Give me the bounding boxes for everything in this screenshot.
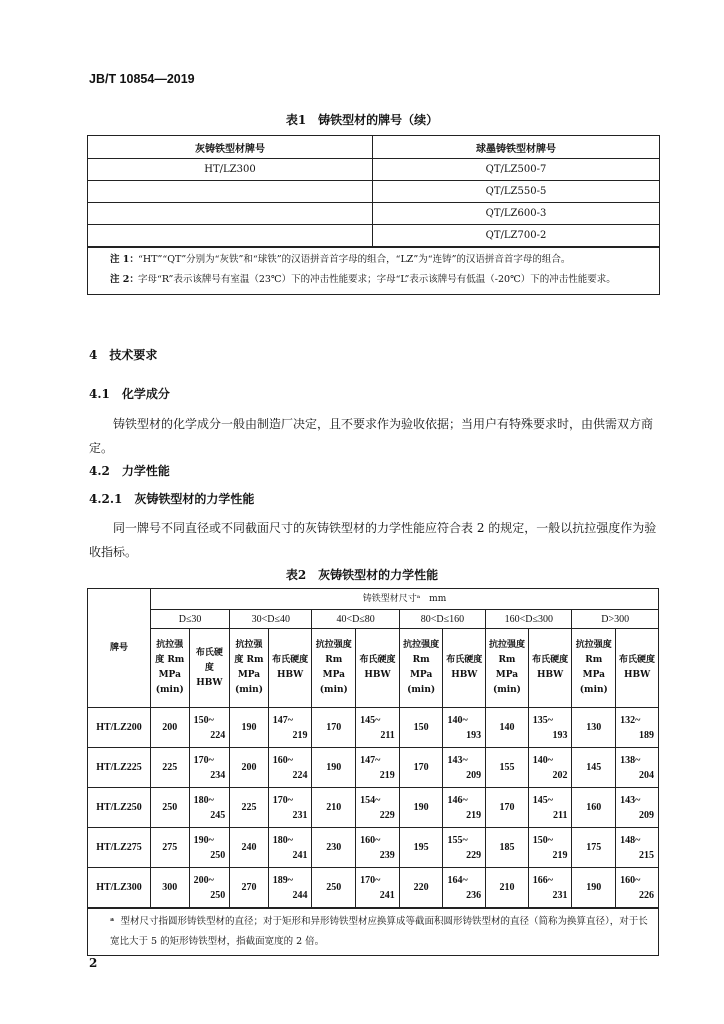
- hardness-min: 170~: [360, 874, 381, 886]
- section-4-2-1-heading: 4.2.1 灰铸铁型材的力学性能: [89, 492, 255, 506]
- hardness-min: 145~: [360, 714, 381, 726]
- hardness-max: 193: [552, 729, 568, 741]
- footnote-text: 型材尺寸指圆形铸铁型材的直径；对于矩形和异形铸铁型材应换算成等截面积圆形铸铁型材的直径（简称为换算直径），对于长宽比大于 5 的矩形铸铁型材，指截面宽度的 2 倍。: [110, 916, 648, 947]
- table1-cell: QT/LZ550-5: [373, 181, 660, 203]
- hardness-max: 226: [639, 889, 654, 901]
- hardness-cell: [616, 708, 659, 748]
- hardness-max: 229: [466, 849, 482, 861]
- table1-header-cell: 灰铸铁型材牌号: [88, 136, 373, 159]
- brinell-hardness-header: 布氏硬度 HBW: [443, 629, 486, 708]
- section-4-2-heading: 4.2 力学性能: [89, 464, 170, 478]
- hardness-cell: [189, 828, 230, 868]
- tensile-cell: 190: [312, 748, 356, 788]
- tensile-cell: 200: [150, 708, 189, 748]
- hardness-min: 160~: [620, 874, 641, 886]
- hardness-min: 143~: [620, 794, 641, 806]
- hardness-max: 231: [292, 809, 308, 821]
- hardness-min: 150~: [532, 834, 553, 846]
- table1-cell: QT/LZ500-7: [373, 159, 660, 181]
- section-4-1-heading: 4.1 化学成分: [89, 387, 170, 401]
- brinell-hardness-header: 布氏硬度 HBW: [268, 629, 312, 708]
- hardness-min: 189~: [272, 874, 293, 886]
- tensile-strength-header: 抗拉强度 Rm MPa (min): [312, 629, 356, 708]
- hardness-max: 241: [292, 849, 308, 861]
- hardness-min: 160~: [360, 834, 381, 846]
- table1-notes: [88, 247, 660, 295]
- hardness-cell: [356, 828, 400, 868]
- tensile-cell: 270: [230, 868, 269, 909]
- table2-footnote-row: [88, 908, 659, 956]
- footnote-mark: ᵃ: [110, 916, 115, 927]
- hardness-min: 160~: [272, 754, 293, 766]
- hardness-max: 250: [210, 849, 226, 861]
- hardness-max: 204: [639, 769, 654, 781]
- tensile-cell: 240: [230, 828, 269, 868]
- hardness-min: 140~: [447, 714, 468, 726]
- size-range-header: 160<D≤300: [486, 610, 572, 629]
- tensile-strength-header: 抗拉强度 Rm MPa (min): [572, 629, 616, 708]
- hardness-min: 132~: [620, 714, 641, 726]
- hardness-min: 190~: [193, 834, 214, 846]
- hardness-min: 200~: [193, 874, 214, 886]
- table1-cell: [88, 225, 373, 248]
- tensile-cell: 170: [312, 708, 356, 748]
- table1-row: [88, 225, 660, 248]
- tensile-cell: 185: [486, 828, 529, 868]
- tensile-cell: 170: [486, 788, 529, 828]
- hardness-cell: [189, 868, 230, 909]
- hardness-max: 219: [379, 769, 395, 781]
- hardness-cell: [356, 788, 400, 828]
- brinell-hardness-header: 布氏硬度 HBW: [528, 629, 572, 708]
- size-range-header: D≤30: [150, 610, 229, 629]
- hardness-min: 146~: [447, 794, 468, 806]
- note-text: “HT”“QT”分别为“灰铁”和“球铁”的汉语拼音首字母的组合，“LZ”为“连铸”的汉语拼音首字母的组合。: [138, 254, 571, 265]
- section-4-heading: 4 技术要求: [89, 348, 158, 362]
- size-range-header: D>300: [572, 610, 659, 629]
- hardness-cell: [616, 828, 659, 868]
- table1-row: [88, 203, 660, 225]
- tensile-cell: 155: [486, 748, 529, 788]
- table1-cell: QT/LZ600-3: [373, 203, 660, 225]
- hardness-max: 250: [210, 889, 226, 901]
- table2-footnote: [88, 908, 659, 956]
- size-range-header: 40<D≤80: [312, 610, 399, 629]
- hardness-min: 147~: [360, 754, 381, 766]
- tensile-cell: 175: [572, 828, 616, 868]
- hardness-cell: [356, 868, 400, 909]
- hardness-cell: [528, 788, 572, 828]
- hardness-max: 219: [292, 729, 308, 741]
- size-header: 铸铁型材尺寸ᵃ mm: [150, 589, 658, 610]
- hardness-cell: [268, 868, 312, 909]
- tensile-cell: 225: [150, 748, 189, 788]
- grade-cell: HT/LZ250: [88, 788, 151, 828]
- hardness-cell: [189, 788, 230, 828]
- grade-cell: HT/LZ225: [88, 748, 151, 788]
- table2-caption: 表2 灰铸铁型材的力学性能: [285, 568, 439, 582]
- tensile-cell: 160: [572, 788, 616, 828]
- hardness-max: 239: [379, 849, 395, 861]
- tensile-cell: 130: [572, 708, 616, 748]
- tensile-cell: 150: [399, 708, 443, 748]
- hardness-min: 155~: [447, 834, 468, 846]
- table1-cell: HT/LZ300: [88, 159, 373, 181]
- tensile-cell: 250: [150, 788, 189, 828]
- hardness-max: 193: [466, 729, 482, 741]
- hardness-min: 164~: [447, 874, 468, 886]
- section-4-1-paragraph: 铸铁型材的化学成分一般由制造厂决定，且不要求作为验收依据；当用户有特殊要求时，由供需双方商定。: [89, 417, 654, 455]
- table2: [87, 588, 659, 956]
- hardness-min: 170~: [193, 754, 214, 766]
- hardness-cell: [528, 868, 572, 909]
- hardness-max: 219: [552, 849, 568, 861]
- hardness-min: 170~: [272, 794, 293, 806]
- hardness-max: 189: [639, 729, 654, 741]
- tensile-cell: 200: [230, 748, 269, 788]
- note-label: 注 2：: [110, 274, 139, 285]
- table1: [87, 135, 660, 295]
- hardness-max: 209: [466, 769, 482, 781]
- hardness-max: 211: [380, 729, 395, 741]
- table1-caption: 表1 铸铁型材的牌号（续）: [285, 113, 439, 127]
- tensile-cell: 190: [572, 868, 616, 909]
- table1-notes-row: [88, 247, 660, 295]
- hardness-cell: [616, 748, 659, 788]
- hardness-max: 231: [552, 889, 568, 901]
- tensile-cell: 170: [399, 748, 443, 788]
- tensile-cell: 140: [486, 708, 529, 748]
- tensile-cell: 220: [399, 868, 443, 909]
- grade-cell: HT/LZ275: [88, 828, 151, 868]
- hardness-min: 154~: [360, 794, 381, 806]
- tensile-cell: 190: [230, 708, 269, 748]
- table1-header-row: [88, 136, 660, 159]
- hardness-max: 244: [292, 889, 308, 901]
- hardness-cell: [443, 748, 486, 788]
- table2-row: [88, 708, 659, 748]
- table1-note: [110, 250, 655, 270]
- hardness-min: 135~: [532, 714, 553, 726]
- hardness-cell: [268, 788, 312, 828]
- hardness-min: 166~: [532, 874, 553, 886]
- table1-cell: QT/LZ700-2: [373, 225, 660, 248]
- hardness-min: 145~: [532, 794, 553, 806]
- hardness-max: 241: [379, 889, 395, 901]
- tensile-strength-header: 抗拉强度 Rm MPa (min): [150, 629, 189, 708]
- table2-row: [88, 868, 659, 909]
- hardness-cell: [528, 708, 572, 748]
- hardness-min: 148~: [620, 834, 641, 846]
- table2-row: [88, 788, 659, 828]
- document-header: JB/T 10854—2019: [89, 72, 195, 86]
- hardness-cell: [189, 748, 230, 788]
- tensile-cell: 210: [312, 788, 356, 828]
- grade-cell: HT/LZ200: [88, 708, 151, 748]
- table2-row: [88, 828, 659, 868]
- hardness-min: 143~: [447, 754, 468, 766]
- hardness-cell: [443, 708, 486, 748]
- table2-range-row: [88, 610, 659, 629]
- note-label: 注 1：: [110, 254, 139, 265]
- hardness-cell: [356, 748, 400, 788]
- table1-header-cell: 球墨铸铁型材牌号: [373, 136, 660, 159]
- tensile-cell: 300: [150, 868, 189, 909]
- tensile-cell: 195: [399, 828, 443, 868]
- hardness-min: 180~: [272, 834, 293, 846]
- hardness-max: 224: [292, 769, 308, 781]
- hardness-cell: [616, 868, 659, 909]
- grade-cell: HT/LZ300: [88, 868, 151, 909]
- table1-cell: [88, 181, 373, 203]
- table1-note: [110, 270, 655, 290]
- table1-row: [88, 159, 660, 181]
- tensile-strength-header: 抗拉强度 Rm MPa (min): [486, 629, 529, 708]
- grade-header: 牌号: [88, 589, 151, 708]
- size-range-header: 80<D≤160: [399, 610, 485, 629]
- tensile-cell: 275: [150, 828, 189, 868]
- tensile-cell: 210: [486, 868, 529, 909]
- table2-subheader-row: [88, 629, 659, 708]
- tensile-cell: 225: [230, 788, 269, 828]
- hardness-cell: [443, 828, 486, 868]
- hardness-max: 245: [210, 809, 226, 821]
- hardness-min: 138~: [620, 754, 641, 766]
- hardness-cell: [443, 868, 486, 909]
- hardness-max: 215: [639, 849, 654, 861]
- tensile-strength-header: 抗拉强度 Rm MPa (min): [230, 629, 269, 708]
- table2-header-row: [88, 589, 659, 610]
- hardness-max: 224: [210, 729, 226, 741]
- hardness-max: 219: [466, 809, 482, 821]
- hardness-cell: [616, 788, 659, 828]
- table2-row: [88, 748, 659, 788]
- hardness-max: 202: [552, 769, 568, 781]
- brinell-hardness-header: 布氏硬度 HBW: [356, 629, 400, 708]
- hardness-min: 140~: [532, 754, 553, 766]
- hardness-cell: [268, 828, 312, 868]
- brinell-hardness-header: 布氏硬度 HBW: [189, 629, 230, 708]
- tensile-cell: 250: [312, 868, 356, 909]
- hardness-max: 211: [553, 809, 568, 821]
- tensile-cell: 190: [399, 788, 443, 828]
- hardness-max: 229: [379, 809, 395, 821]
- hardness-cell: [356, 708, 400, 748]
- hardness-cell: [443, 788, 486, 828]
- tensile-cell: 230: [312, 828, 356, 868]
- hardness-cell: [268, 748, 312, 788]
- page-number: 2: [89, 956, 98, 970]
- table1-cell: [88, 203, 373, 225]
- tensile-cell: 145: [572, 748, 616, 788]
- note-text: 字母“R”表示该牌号有室温（23℃）下的冲击性能要求；字母“L”表示该牌号有低温（-20℃）下的冲击性能要求。: [138, 274, 616, 285]
- section-4-2-1-paragraph: 同一牌号不同直径或不同截面尺寸的灰铸铁型材的力学性能应符合表 2 的规定，一般以抗拉强度作为验收指标。: [89, 521, 657, 559]
- hardness-cell: [189, 708, 230, 748]
- size-range-header: 30<D≤40: [230, 610, 312, 629]
- hardness-cell: [268, 708, 312, 748]
- tensile-strength-header: 抗拉强度 Rm MPa (min): [399, 629, 443, 708]
- hardness-max: 236: [466, 889, 482, 901]
- hardness-cell: [528, 748, 572, 788]
- hardness-max: 234: [210, 769, 226, 781]
- hardness-min: 147~: [272, 714, 293, 726]
- brinell-hardness-header: 布氏硬度 HBW: [616, 629, 659, 708]
- hardness-min: 150~: [193, 714, 214, 726]
- hardness-max: 209: [639, 809, 654, 821]
- hardness-min: 180~: [193, 794, 214, 806]
- table1-row: [88, 181, 660, 203]
- hardness-cell: [528, 828, 572, 868]
